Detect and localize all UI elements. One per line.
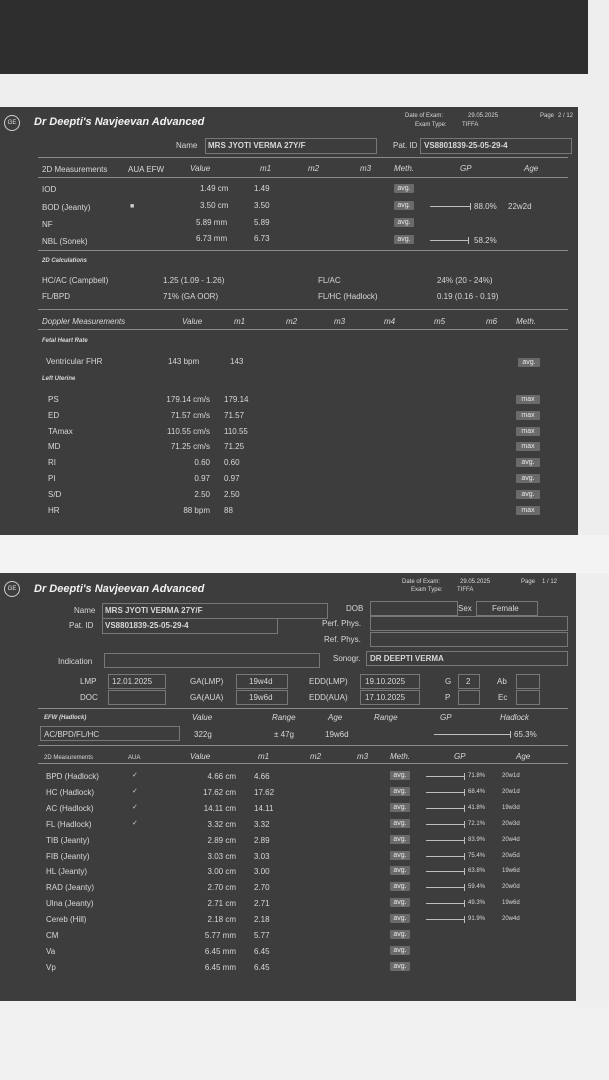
col-header-m1: m1	[260, 164, 272, 173]
edd-aua-value: 17.10.2025	[365, 693, 406, 702]
meth-button[interactable]: max	[516, 442, 540, 451]
p-label: P	[445, 693, 451, 702]
divider	[38, 745, 568, 746]
col-header-m1: m1	[258, 752, 270, 761]
col-header-m3: m3	[357, 752, 369, 761]
col-header-gp: GP	[460, 164, 472, 173]
checkbox-icon[interactable]: ✓	[132, 787, 138, 795]
measure-m1: 5.89	[254, 218, 270, 227]
meth-button[interactable]: avg.	[394, 235, 414, 244]
col-header-m5: m5	[434, 317, 446, 326]
checkbox-icon[interactable]: ✓	[132, 772, 138, 779]
measure-m1: 2.50	[224, 489, 240, 499]
exam-date-label: Date of Exam:	[402, 579, 441, 585]
measure-value: 88 bpm	[183, 505, 210, 515]
measure-gp: 63.8%	[468, 868, 486, 875]
col-header-value: Value	[190, 752, 211, 761]
measure-name: BOD (Jeanty)	[42, 203, 91, 212]
meth-button[interactable]: avg.	[394, 201, 414, 210]
col-header-meth: Meth.	[394, 164, 415, 173]
ga-lmp-label: GA(LMP)	[190, 677, 224, 686]
col-header-2d: 2D Measurements	[42, 165, 108, 174]
measure-name: BPD (Hadlock)	[46, 772, 99, 781]
measure-value: 3.50 cm	[200, 201, 229, 210]
dob-field	[370, 601, 458, 616]
col-header-m1: m1	[234, 317, 246, 326]
measure-m1: 179.14	[224, 395, 249, 404]
meth-button[interactable]: max	[516, 411, 540, 420]
efw-col-age: Age	[328, 713, 343, 722]
measure-m1: 71.25	[224, 442, 245, 452]
perf-phys-label: Perf. Phys.	[322, 619, 362, 628]
measure-gp: 41.8%	[468, 804, 486, 811]
exam-type: TIFFA	[462, 122, 479, 128]
col-header-gp: GP	[454, 752, 466, 761]
calculations-title: 2D Calculations	[42, 258, 88, 264]
measure-gp: 59.4%	[468, 884, 486, 891]
efw-col-range: Range	[374, 713, 398, 722]
gp-range-bar	[426, 776, 464, 777]
measure-name: RAD (Jeanty)	[46, 883, 95, 893]
measure-value: 1.49 cm	[200, 184, 229, 193]
measure-m1: 6.45	[254, 962, 270, 972]
measure-value: 0.60	[194, 458, 210, 468]
meth-button[interactable]: avg.	[390, 946, 410, 955]
edd-lmp-label: EDD(LMP)	[309, 677, 348, 686]
patient-name: MRS JYOTI VERMA 27Y/F	[105, 606, 203, 615]
meth-button[interactable]: avg.	[390, 835, 410, 844]
col-header-m2: m2	[310, 752, 322, 761]
measure-name: Ulna (Jeanty)	[46, 899, 94, 909]
report-page-1	[0, 573, 576, 1001]
measure-age: 19w6d	[502, 868, 520, 875]
measure-value: 110.55 cm/s	[167, 426, 210, 436]
efw-col-hadlock: Hadlock	[500, 713, 529, 722]
measure-m1: 2.89	[254, 835, 270, 845]
meth-button[interactable]: avg.	[390, 819, 410, 828]
gp-range-bar	[430, 206, 470, 207]
measure-gp: 83.9%	[468, 836, 486, 843]
measure-name: NBL (Sonek)	[42, 237, 88, 246]
col-header-m3: m3	[334, 317, 346, 326]
p-field	[458, 690, 480, 705]
divider	[38, 708, 568, 709]
clinic-name: Dr Deepti's Navjeevan Advanced	[34, 116, 205, 128]
name-label: Name	[176, 141, 198, 150]
measure-name: HL (Jeanty)	[46, 867, 88, 877]
calc-value: 24% (20 - 24%)	[437, 276, 493, 285]
efw-gp: 65.3%	[514, 730, 537, 739]
edd-lmp-value: 19.10.2025	[365, 677, 406, 686]
measure-gp: 49.3%	[468, 900, 486, 907]
ga-aua-label: GA(AUA)	[190, 693, 224, 702]
col-header-m3: m3	[360, 164, 372, 173]
meth-button[interactable]: avg.	[390, 898, 410, 907]
page-label: Page	[540, 113, 555, 119]
calc-name: FL/BPD	[42, 292, 71, 301]
ref-phys-label: Ref. Phys.	[324, 635, 361, 644]
efw-col-gp: GP	[440, 713, 452, 722]
calc-name: FL/HC (Hadlock)	[318, 292, 378, 301]
measure-m1: 6.45	[254, 946, 270, 956]
checkbox-icon[interactable]: ✓	[132, 819, 138, 827]
measure-m1: 4.66	[254, 772, 270, 781]
meth-button[interactable]: avg.	[516, 474, 540, 483]
doc-field	[108, 690, 166, 705]
measure-m1: 0.97	[224, 474, 240, 483]
measure-name: S/D	[48, 489, 62, 499]
measure-gp: 58.2%	[474, 236, 497, 245]
page-label: Page	[521, 579, 536, 585]
gp-range-bar	[430, 240, 468, 241]
measure-value: 3.03 cm	[207, 851, 236, 861]
g-value: 2	[466, 677, 471, 686]
exam-type: TIFFA	[457, 587, 474, 593]
measure-value: 4.66 cm	[207, 772, 236, 781]
col-header-value: Value	[182, 317, 203, 326]
checkbox-icon[interactable]: ✓	[132, 803, 138, 811]
measure-name: NF	[42, 220, 53, 229]
gp-range-bar	[426, 887, 464, 888]
measure-value: 71.25 cm/s	[170, 442, 210, 452]
meth-button[interactable]: avg.	[394, 218, 414, 227]
meth-button[interactable]: avg.	[518, 358, 540, 367]
measure-name: PI	[48, 474, 56, 483]
sex-label: Sex	[458, 604, 472, 613]
meth-button[interactable]: avg.	[390, 914, 410, 923]
patient-id-field	[420, 138, 572, 154]
measure-name: FL (Hadlock)	[46, 819, 92, 829]
calc-name: FL/AC	[318, 276, 341, 285]
measure-name: HR	[48, 505, 60, 515]
measure-m1: 110.55	[224, 426, 248, 436]
ec-field	[516, 690, 540, 705]
measure-age: 20w0d	[502, 884, 520, 891]
measure-m1: 1.49	[254, 184, 270, 193]
col-header-m6: m6	[486, 317, 498, 326]
efw-value: 322g	[194, 730, 212, 739]
measure-value: 5.77 mm	[204, 931, 236, 940]
clinic-name: Dr Deepti's Navjeevan Advanced	[34, 583, 205, 595]
page-gap	[0, 1001, 609, 1080]
gp-range-bar	[426, 792, 464, 793]
col-header-aua: AUA EFW	[128, 165, 165, 174]
uterine-title: Left Uterine	[42, 376, 76, 382]
gp-range-bar	[426, 808, 464, 809]
dob-label: DOB	[346, 604, 364, 613]
exam-date-label: Date of Exam:	[405, 113, 444, 119]
divider	[38, 250, 568, 251]
col-header-age: Age	[516, 752, 531, 761]
measure-name: PS	[48, 395, 59, 404]
measure-value: 2.50	[194, 489, 210, 499]
measure-name: TAmax	[48, 426, 73, 436]
divider	[38, 309, 568, 310]
col-header-meth: Meth.	[516, 317, 537, 326]
measure-name: Va	[46, 946, 56, 956]
measure-age: 20w1d	[502, 788, 520, 795]
col-header-2d: 2D Measurements	[44, 755, 94, 761]
gp-range-bar	[426, 919, 464, 920]
efw-name: AC/BPD/FL/HC	[44, 730, 100, 739]
measure-value: 143 bpm	[168, 357, 200, 366]
measure-m1: 143	[230, 357, 244, 366]
measure-name: AC (Hadlock)	[46, 803, 94, 813]
measure-age: 19w3d	[502, 804, 520, 811]
col-header-value: Value	[190, 164, 211, 173]
page-gap	[0, 535, 609, 573]
gp-range-bar	[434, 734, 510, 735]
measure-gp: 71.8%	[468, 773, 486, 779]
measure-m1: 71.57	[224, 410, 245, 420]
divider	[38, 157, 568, 158]
col-header-age: Age	[524, 164, 539, 173]
measure-value: 5.89 mm	[196, 218, 228, 227]
efw-age: 19w6d	[325, 730, 349, 739]
sex-value: Female	[492, 604, 519, 613]
pat-id-label: Pat. ID	[393, 141, 418, 150]
measure-name: IOD	[42, 185, 57, 194]
g-label: G	[445, 677, 452, 686]
ec-label: Ec	[498, 693, 508, 702]
measure-name: ED	[48, 410, 60, 420]
measure-value: 6.45 mm	[204, 946, 236, 956]
efw-col-range: Range	[272, 713, 296, 722]
col-header-meth: Meth.	[390, 752, 411, 761]
fhr-title: Fetal Heart Rate	[42, 338, 88, 344]
measure-value: 2.89 cm	[207, 835, 236, 845]
efw-col-value: Value	[192, 713, 213, 722]
ab-label: Ab	[497, 677, 507, 686]
patient-name: MRS JYOTI VERMA 27Y/F	[208, 141, 306, 150]
meth-button[interactable]: avg.	[390, 962, 410, 971]
page-number: 2 / 12	[558, 113, 574, 119]
calc-name: HC/AC (Campbell)	[42, 276, 109, 285]
patient-id: VS8801839-25-05-29-4	[424, 141, 508, 150]
measure-m1: 2.71	[254, 899, 270, 909]
ga-aua-value: 19w6d	[249, 693, 273, 702]
ref-phys-field	[370, 632, 568, 647]
gp-range-bar	[426, 856, 464, 857]
measure-value: 3.00 cm	[207, 867, 236, 877]
meth-button[interactable]: avg.	[390, 882, 410, 891]
sonographer-name: DR DEEPTI VERMA	[370, 654, 444, 663]
calc-value: 0.19 (0.16 - 0.19)	[437, 292, 499, 301]
measure-age: 20w4d	[502, 836, 520, 843]
measure-m1: 6.73	[254, 234, 270, 243]
report-page-2	[0, 107, 578, 535]
measure-gp: 91.9%	[468, 916, 486, 923]
meth-button[interactable]: avg.	[516, 490, 540, 499]
exam-type-label: Exam Type:	[411, 587, 443, 593]
col-header-m2: m2	[286, 317, 298, 326]
measure-name: Ventricular FHR	[46, 357, 103, 366]
measure-gp: 72.1%	[468, 820, 486, 827]
measure-value: 6.73 mm	[196, 234, 228, 243]
measure-value: 179.14 cm/s	[166, 395, 210, 404]
doppler-title: Doppler Measurements	[42, 317, 126, 326]
measure-name: FIB (Jeanty)	[46, 851, 90, 861]
measure-age: 20w1d	[502, 773, 520, 779]
meth-button[interactable]: avg.	[390, 930, 410, 939]
measure-m1: 0.60	[224, 458, 240, 468]
measure-gp: 88.0%	[474, 202, 497, 211]
measure-value: 2.70 cm	[207, 883, 236, 893]
patient-name-field	[205, 138, 377, 154]
meth-button[interactable]: max	[516, 395, 540, 404]
pat-id-label: Pat. ID	[69, 621, 94, 630]
lmp-value: 12.01.2025	[112, 677, 153, 686]
ab-field	[516, 674, 540, 689]
measure-value: 0.97	[194, 474, 210, 483]
gp-range-bar	[426, 903, 464, 904]
measure-value: 71.57 cm/s	[170, 410, 210, 420]
measure-m1: 14.11	[254, 803, 274, 813]
measure-m1: 3.50	[254, 201, 270, 210]
measure-age: 20w4d	[502, 916, 520, 923]
measure-name: TIB (Jeanty)	[46, 835, 90, 845]
ga-lmp-value: 19w4d	[249, 677, 273, 686]
meth-button[interactable]: avg.	[390, 787, 410, 796]
sonographer-label: Sonogr.	[333, 654, 361, 663]
calc-value: 71% (GA OOR)	[163, 292, 219, 301]
exam-date: 29.05.2025	[460, 579, 491, 585]
meth-button[interactable]: max	[516, 427, 540, 436]
name-label: Name	[74, 606, 96, 615]
ge-logo-icon: GE	[4, 115, 20, 131]
measure-age: 20w5d	[502, 852, 520, 859]
indication-field	[104, 653, 320, 668]
meth-button[interactable]: avg.	[394, 184, 414, 193]
meth-button[interactable]: max	[516, 506, 540, 515]
meth-button[interactable]: avg.	[390, 771, 410, 780]
measure-name: Vp	[46, 962, 56, 972]
meth-button[interactable]: avg.	[390, 866, 410, 875]
measure-m1: 2.18	[254, 915, 270, 925]
col-header-m4: m4	[384, 317, 396, 326]
ge-logo-icon: GE	[4, 581, 20, 597]
measure-m1: 3.00	[254, 867, 270, 877]
divider	[38, 329, 568, 330]
measure-name: MD	[48, 442, 61, 452]
meth-button[interactable]: avg.	[390, 851, 410, 860]
measure-value: 3.32 cm	[207, 819, 236, 829]
measure-value: 17.62 cm	[203, 787, 236, 797]
perf-phys-field	[370, 616, 568, 631]
measure-m1: 88	[224, 505, 233, 515]
divider	[38, 177, 568, 178]
measure-value: 2.18 cm	[207, 915, 236, 925]
lmp-label: LMP	[80, 677, 97, 686]
meth-button[interactable]: avg.	[390, 803, 410, 812]
measure-m1: 5.77	[254, 931, 270, 940]
measure-name: HC (Hadlock)	[46, 787, 95, 797]
measure-m1: 2.70	[254, 883, 270, 893]
gp-range-bar	[426, 824, 464, 825]
col-header-aua: AUA	[128, 755, 141, 761]
previous-page-strip	[0, 0, 588, 74]
measure-name: CM	[46, 931, 59, 940]
checkbox-icon[interactable]: ■	[130, 203, 135, 210]
measure-age: 20w3d	[502, 820, 520, 827]
page-number: 1 / 12	[542, 579, 558, 585]
divider	[38, 763, 568, 764]
col-header-m2: m2	[308, 164, 320, 173]
measure-name: Cereb (Hill)	[46, 915, 87, 925]
exam-type-label: Exam Type:	[415, 122, 447, 128]
measure-m1: 17.62	[254, 787, 275, 797]
measure-age: 19w6d	[502, 900, 520, 907]
edd-aua-label: EDD(AUA)	[309, 693, 348, 702]
measure-m1: 3.03	[254, 851, 270, 861]
measure-age: 22w2d	[508, 202, 532, 211]
exam-date: 29.05.2025	[468, 113, 499, 119]
measure-value: 14.11 cm	[203, 803, 236, 813]
efw-header: EFW (Hadlock)	[44, 715, 87, 721]
measure-value: 6.45 mm	[204, 962, 236, 972]
measure-gp: 68.4%	[468, 788, 486, 795]
measure-gp: 75.4%	[468, 852, 486, 859]
gp-range-bar	[426, 871, 464, 872]
efw-range: ± 47g	[274, 730, 294, 739]
measure-value: 2.71 cm	[207, 899, 236, 909]
meth-button[interactable]: avg.	[516, 458, 540, 467]
measure-m1: 3.32	[254, 819, 270, 829]
gp-range-bar	[426, 840, 464, 841]
doc-label: DOC	[80, 693, 98, 702]
indication-label: Indication	[58, 657, 93, 666]
calc-value: 1.25 (1.09 - 1.26)	[163, 276, 225, 285]
measure-name: RI	[48, 458, 56, 468]
patient-id: VS8801839-25-05-29-4	[105, 621, 189, 630]
